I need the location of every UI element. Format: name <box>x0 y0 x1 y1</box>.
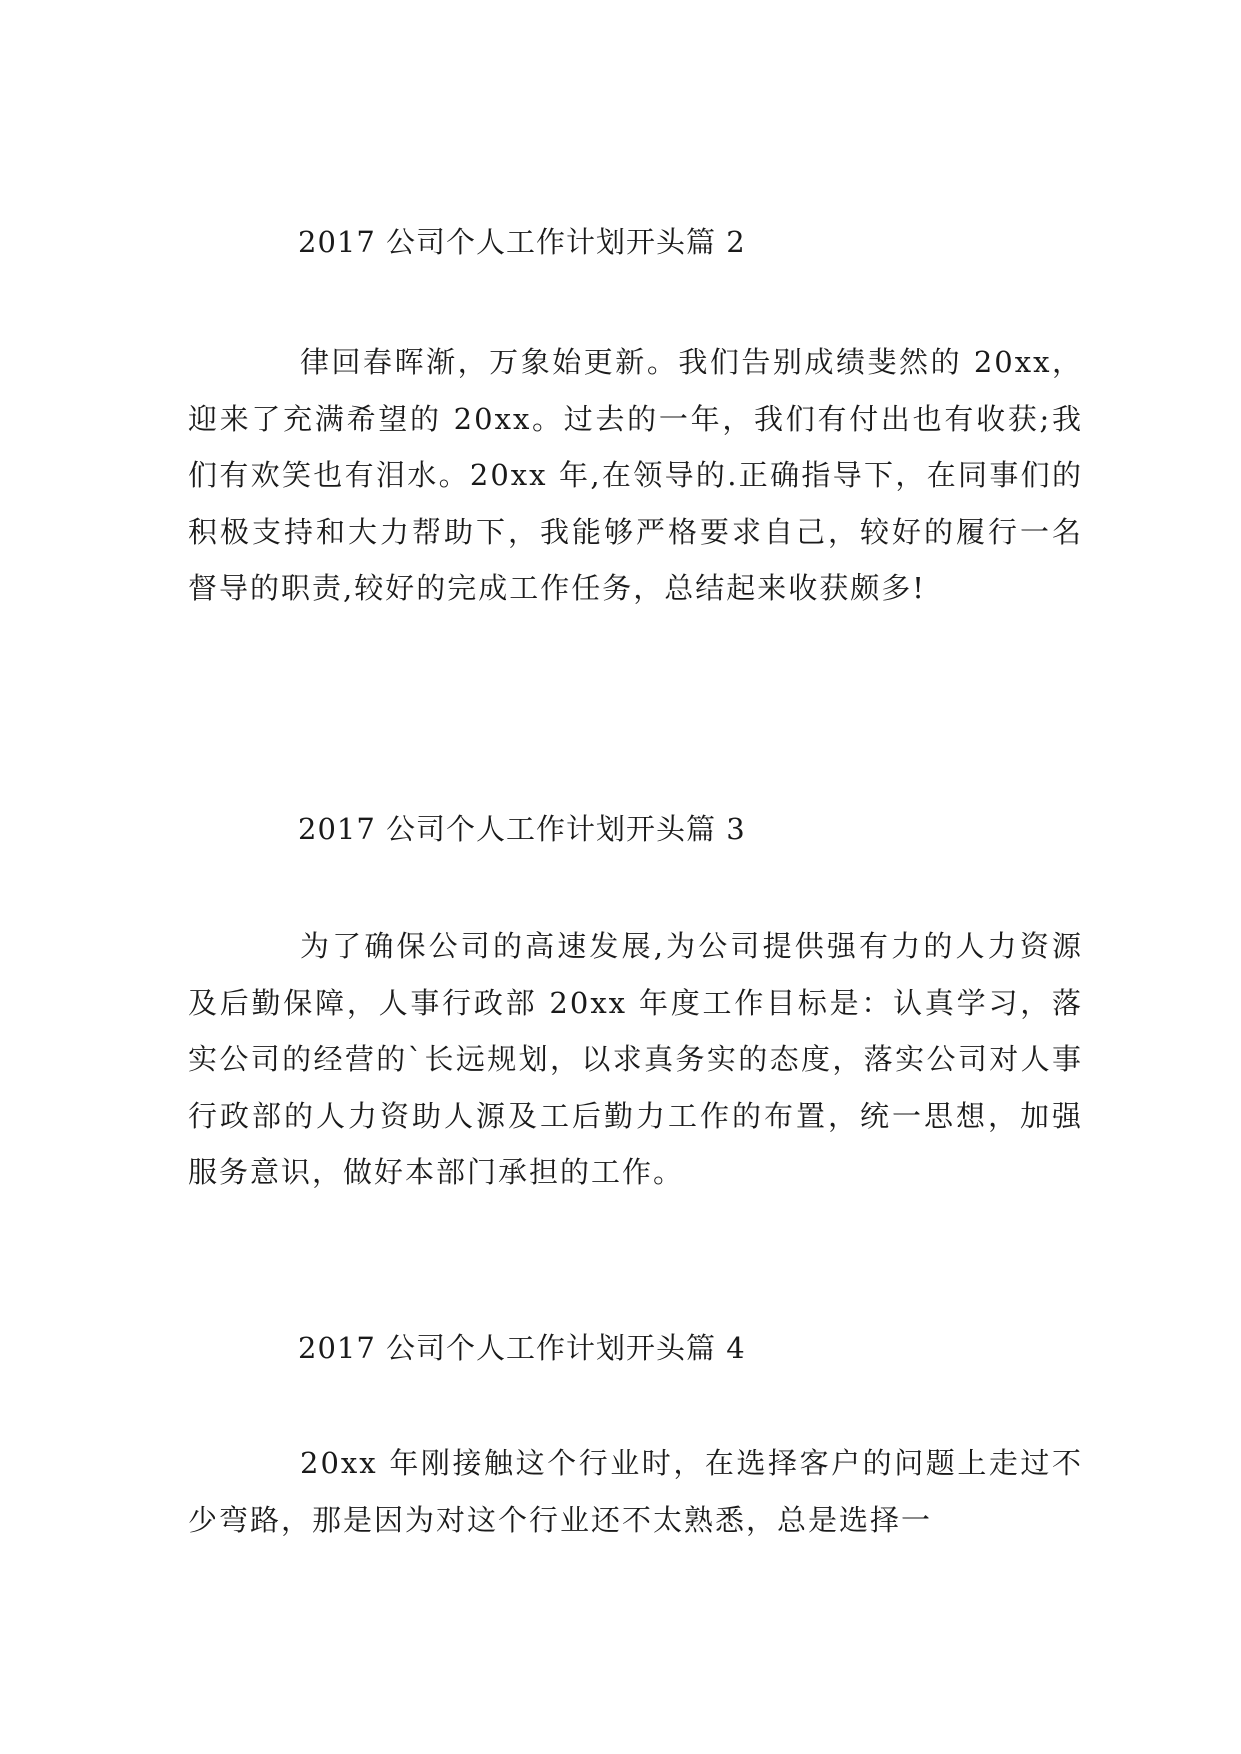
section-paragraph: 20xx 年刚接触这个行业时，在选择客户的问题上走过不少弯路，那是因为对这个行业还不太熟悉，总是选择一 <box>188 1446 1083 1537</box>
section-heading: 2017 公司个人工作计划开头篇 4 <box>298 1331 746 1365</box>
section-paragraph: 为了确保公司的高速发展,为公司提供强有力的人力资源及后勤保障，人事行政部 20xx 年度工作目标是：认真学习，落实公司的经营的`长远规划，以求真务实的态度，落实公司对人事行政部的人力资助人源及工后勤力工作的布置，统一思想，加强服务意识，做好本部门承担的工作。 <box>188 929 1083 1190</box>
section-paragraph: 律回春晖渐，万象始更新。我们告别成绩斐然的 20xx，迎来了充满希望的 20xx。过去的一年，我们有付出也有收获;我们有欢笑也有泪水。20xx 年,在领导的.正确指导下，在同事们的积极支持和大力帮助下，我能够严格要求自己，较好的履行一名督导的职责,较好的完成工作任务，总结起来收获颇多! <box>188 345 1083 606</box>
section-heading: 2017 公司个人工作计划开头篇 2 <box>298 225 746 259</box>
section-heading: 2017 公司个人工作计划开头篇 3 <box>298 812 746 846</box>
